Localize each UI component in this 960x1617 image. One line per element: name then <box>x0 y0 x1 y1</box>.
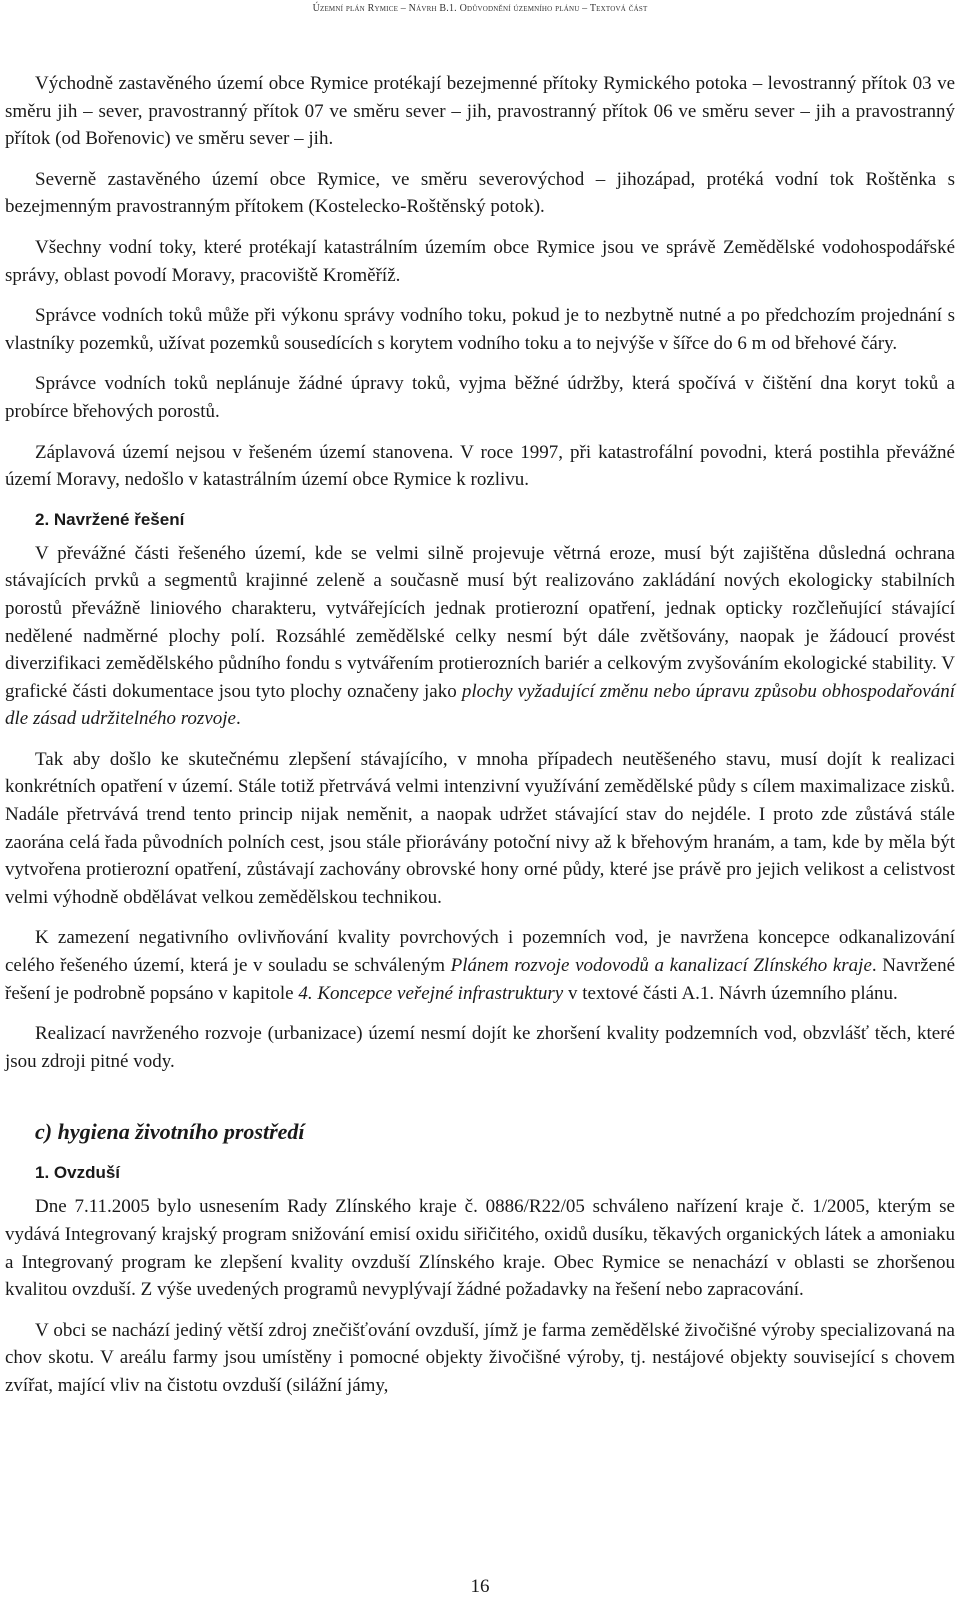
paragraph-improvement: Tak aby došlo ke skutečnému zlepšení stávajícího, v mnoha případech neutěšeného stavu, musí dojít k realizaci konkrétních opatření v území. Stále totiž přetrvává velmi intenzivní využívání zemědělské půdy s cílem maximalizace zisků. Nadále přetrvává trend tento princip nijak neměnit, a naopak udržet stávající stav do nejdéle. I proto zde zůstává stále zaorána celá řada původních polních cest, jsou stále přiorávány potoční nivy až k břehovým hranám, a tam, kde by měla být vytvořena protierozní opatření, zůstávají zachovány obrovské hony orné půdy, které jse právě pro jejich velikost a celistvost velmi výhodně obdělávat velkou zemědělskou technikou. <box>5 748 955 908</box>
section-heading-proposed-solution: 2. Navržené řešení <box>35 509 185 529</box>
paragraph-rostenka: Severně zastavěného území obce Rymice, ve směru severovýchod – jihozápad, protéká vodní tok Roštěnka s bezejmenným pravostranným přítokem (Kostelecko-Roštěnský potok). <box>5 168 955 218</box>
paragraph-sewerage <box>5 924 955 1007</box>
text-run: V převážné části řešeného území, kde se velmi silně projevuje větrná eroze, musí být zajištěna důsledná ochrana stávajících prvků a segmentů krajinné zeleně a současně musí být realizováno zakládání nových ekologicky stabilních porostů převážně liniového charakteru, vytvářejících jednak protierozní opatření, jednak opticky rozčleňující stávající nedělené nadměrné plochy polí. Rozsáhlé zemědělské celky nesmí být dále zvětšovány, naopak je žádoucí provést diverzifikaci zemědělského půdního fondu s vytvářením protierozních bariér a celkovým zvyšováním ekologické stability. V grafické části dokumentace jsou tyto plochy označeny jako <box>5 542 955 702</box>
text-run: v textové části A.1. Návrh územního plánu. <box>563 982 898 1004</box>
running-header: Územní plán Rymice – Návrh B.1. Odůvodnění územního plánu – Textová část <box>312 3 648 14</box>
paragraph-flood-zones: Záplavová území nejsou v řešeném území stanovena. V roce 1997, při katastrofální povodni, která postihla převážné území Moravy, nedošlo v katastrálním území obce Rymice k rozlivu. <box>5 441 955 491</box>
paragraph-maintenance: Správce vodních toků neplánuje žádné úpravy toků, vyjma běžné údržby, která spočívá v čištění dna koryt toků a probírce břehových porostů. <box>5 373 955 422</box>
emphasis-text: plochy vyžadující změnu nebo úpravu způsobu obhospodařování dle zásad udržitelného rozvoje <box>5 680 955 730</box>
paragraph-tributaries: Východně zastavěného území obce Rymice protékají bezejmenné přítoky Rymického potoka – levostranný přítok 03 ve směru jih – sever, pravostranný přítok 07 ve směru sever – jih, pravostranný přítok 06 ve směru sever – jih a pravostranný přítok (od Bořenovic) ve směru sever – jih. <box>5 73 955 150</box>
paragraph-river-administrator: Správce vodních toků může při výkonu správy vodního toku, pokud je to nezbytně nutné a po předchozím projednání s vlastníky pozemků, užívat pozemků sousedících s korytem vodního toku a to nejvýše v šířce do 6 m od břehové čáry. <box>5 305 955 354</box>
paragraph-administration: Všechny vodní toky, které protékají katastrálním územím obce Rymice jsou ve správě Zemědělské vodohospodářské správy, oblast povodí Moravy, pracoviště Kroměříž. <box>5 236 955 286</box>
emphasis-text: Plánem rozvoje vodovodů a kanalizací Zlínského kraje <box>450 955 872 977</box>
text-run: . Navržené řešení je podrobně popsáno v kapitole <box>5 955 956 1004</box>
chapter-heading-environment: c) hygiena životního prostředí <box>35 1119 305 1145</box>
page-number: 16 <box>470 1576 490 1597</box>
section-heading-air: 1. Ovzduší <box>35 1163 121 1183</box>
page-content <box>5 70 955 1413</box>
text-run: K zamezení negativního ovlivňování kvality povrchových i pozemních vod, je navržena koncepce odkanalizování celého řešeného území, která je v souladu se schváleným <box>5 927 955 977</box>
paragraph-erosion <box>5 540 955 733</box>
paragraph-groundwater: Realizací navrženého rozvoje (urbanizace) území nesmí dojít ke zhoršení kvality podzemních vod, obzvlášť těch, které jsou zdroji pitné vody. <box>5 1023 955 1072</box>
emphasis-text: 4. Koncepce veřejné infrastruktury <box>298 982 564 1004</box>
text-run: . <box>235 708 241 730</box>
paragraph-pollution-source: V obci se nachází jediný větší zdroj znečišťování ovzduší, jímž je farma zemědělské živočišné výroby specializovaná na chov skotu. V areálu farmy jsou umístěny i pomocné objekty živočišné výroby, tj. nestájové objekty související s chovem zvířat, mající vliv na čistotu ovzduší (silážní jámy, <box>5 1319 955 1396</box>
paragraph-air-regulation: Dne 7.11.2005 bylo usnesením Rady Zlínského kraje č. 0886/R22/05 schváleno nařízení kraje č. 1/2005, kterým se vydává Integrovaný krajský program snižování emisí oxidu siřičitého, oxidů dusíku, těkavých organických látek a amoniaku a Integrovaný program ke zlepšení kvality ovzduší Zlínského kraje. Obec Rymice se nenachází v oblasti se zhoršenou kvalitou ovzduší. Z výše uvedených programů nevyplývají žádné požadavky na řešení nebo zapracování. <box>5 1196 955 1301</box>
